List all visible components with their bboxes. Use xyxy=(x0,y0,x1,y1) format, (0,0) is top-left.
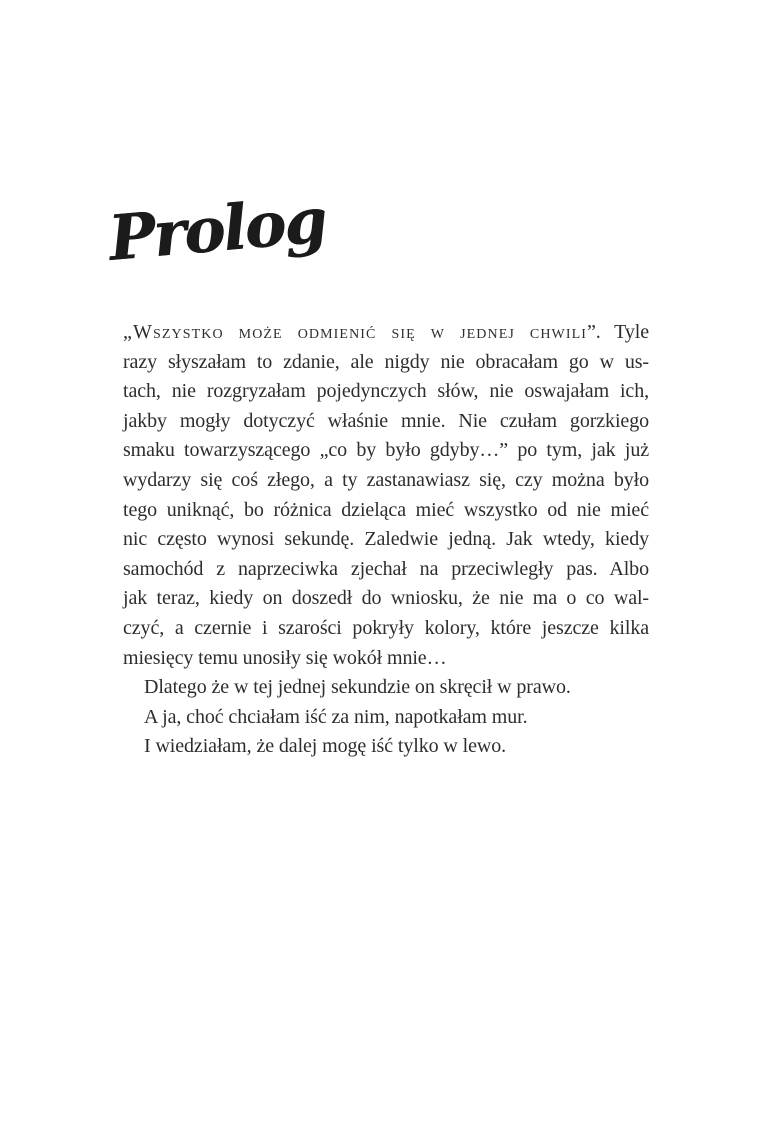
intro-smallcaps-text: „Wszystko może odmienić się w jednej chwili xyxy=(123,321,588,343)
indented-line: I wiedziałam, że dalej mogę iść tylko w lewo. xyxy=(144,735,507,758)
paragraph-line: smaku towarzyszącego „co by było gdyby…” po tym, jak już xyxy=(123,439,649,462)
indented-line: Dlatego że w tej jednej sekundzie on skręcił w prawo. xyxy=(144,676,571,699)
paragraph-line: nic często wynosi sekundę. Zaledwie jedną. Jak wtedy, kiedy xyxy=(123,528,649,551)
paragraph-line: wydarzy się coś złego, a ty zastanawiasz się, czy można było xyxy=(123,468,649,491)
paragraph-last-line: miesięcy temu unosiły się wokół mnie… xyxy=(123,646,447,669)
intro-rest-text: ”. Tyle xyxy=(587,321,649,343)
paragraph-line: samochód z naprzeciwka zjechał na przeciwległy pas. Albo xyxy=(123,557,649,580)
paragraph-line: jak teraz, kiedy on doszedł do wniosku, że nie ma o co wal- xyxy=(123,587,649,610)
paragraph-line: razy słyszałam to zdanie, ale nigdy nie obracałam go w us- xyxy=(123,350,649,373)
chapter-heading: Prolog xyxy=(105,183,329,275)
indented-line: A ja, choć chciałam iść za nim, napotkałam mur. xyxy=(144,705,528,728)
indented-lines xyxy=(123,673,649,762)
paragraph-line-intro xyxy=(123,318,649,348)
justified-lines xyxy=(123,348,649,644)
paragraph-line: tego uniknąć, bo różnica dzieląca mieć wszystko od nie mieć xyxy=(123,498,649,521)
paragraph-line: tach, nie rozgryzałam pojedynczych słów, nie oswajałam ich, xyxy=(123,380,649,403)
prologue-text xyxy=(123,318,649,762)
paragraph-line: jakby mogły dotyczyć właśnie mnie. Nie czułam gorzkiego xyxy=(123,409,649,432)
paragraph-line: czyć, a czernie i szarości pokryły kolory, które jeszcze kilka xyxy=(123,616,649,639)
